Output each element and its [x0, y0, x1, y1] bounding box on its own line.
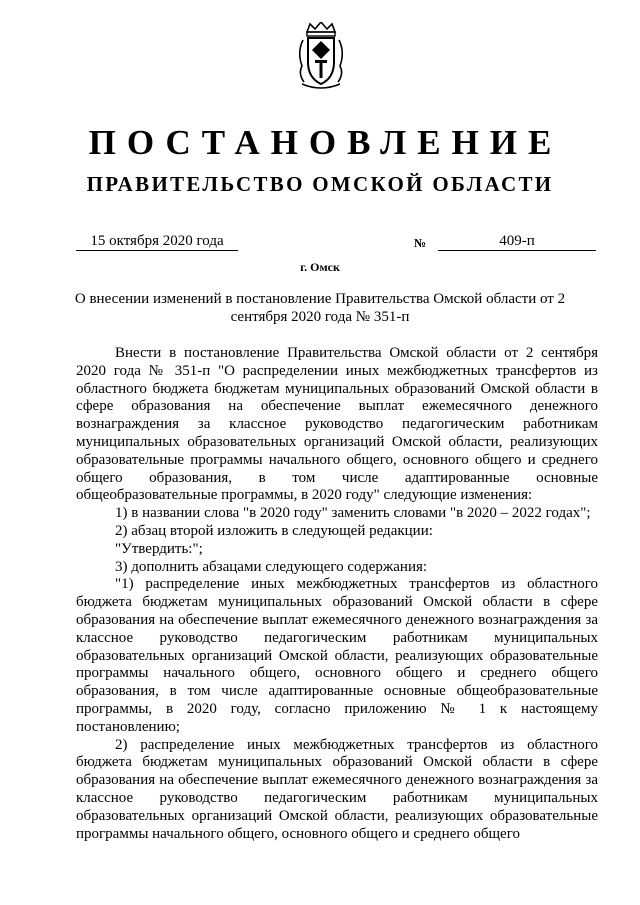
- omsk-region-coat-of-arms-icon: [294, 22, 348, 90]
- city-of-issue: г. Омск: [300, 260, 340, 274]
- paragraph: Внести в постановление Правительства Омской области от 2 сентября 2020 года № 351-п "О распределении иных межбюджетных трансфертов из областного бюджета бюджетам муниципальных образований Омской области в сфере образования на обеспечение выплат ежемесячного денежного вознаграждения за классное руководство педагогическим работникам муниципальных образовательных организаций Омской области, реализующих образовательные программы начального общего, основного общего и среднего общего образования, в том числе адаптированные основные общеобразовательные программы, в 2020 году" следующие изменения:: [76, 345, 598, 504]
- number-label: №: [414, 236, 427, 250]
- document-number: 409-п: [438, 232, 596, 251]
- issuing-authority: ПРАВИТЕЛЬСТВО ОМСКОЙ ОБЛАСТИ: [86, 172, 554, 196]
- paragraph: 2) распределение иных межбюджетных трансфертов из областного бюджета бюджетам муниципальных образований Омской области в сфере образования на обеспечение выплат ежемесячного денежного вознаграждения за классное руководство педагогическим работникам муниципальных образовательных организаций Омской области, реализующих образовательные программы начального общего, основного общего и среднего общего: [76, 736, 598, 842]
- document-type-title: ПОСТАНОВЛЕНИЕ: [88, 123, 563, 162]
- paragraph: 3) дополнить абзацами следующего содержания:: [115, 558, 428, 575]
- paragraph: 1) в названии слова "в 2020 году" заменить словами "в 2020 – 2022 годах";: [115, 505, 591, 522]
- document-subject: О внесении изменений в постановление Правительства Омской области от 2 сентября 2020 года № 351-п: [74, 291, 566, 325]
- document-body: [76, 345, 598, 843]
- paragraph: "1) распределение иных межбюджетных трансфертов из областного бюджета бюджетам муниципальных образований Омской области в сфере образования на обеспечение выплат ежемесячного денежного вознаграждения за классное руководство педагогическим работникам муниципальных образовательных организаций Омской области, реализующих образовательные программы начального общего, основного общего и среднего общего образования, в том числе адаптированные основные общеобразовательные программы, в 2020 году, согласно приложению № 1 к настоящему постановлению;: [76, 576, 598, 735]
- document-date: 15 октября 2020 года: [76, 232, 238, 251]
- paragraph: 2) абзац второй изложить в следующей редакции:: [115, 522, 433, 539]
- paragraph: "Утвердить:";: [115, 540, 203, 557]
